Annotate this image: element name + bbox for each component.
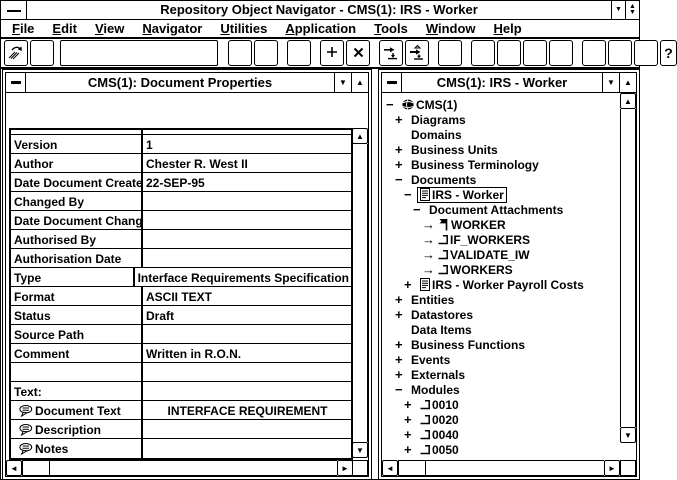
menu-window[interactable]: Window: [425, 21, 476, 36]
blank-button-9[interactable]: [549, 40, 573, 66]
property-label: [11, 344, 143, 362]
property-row-source-path: [11, 325, 351, 344]
tree-item-body[interactable]: [408, 127, 465, 143]
scroll-right-button[interactable]: [337, 460, 353, 476]
navigator-field[interactable]: [60, 40, 218, 66]
tree-item-label: Business Terminology: [411, 157, 539, 172]
property-row-author: [11, 154, 351, 173]
navigator-tree-title: CMS(1): IRS - Worker: [436, 75, 568, 90]
tree-item-workers[interactable]: [382, 262, 619, 277]
tree-item-diagrams[interactable]: [382, 112, 619, 127]
property-label-text: Authorised By: [14, 232, 97, 247]
scroll-track[interactable]: [620, 109, 636, 427]
up-arrow-icon: ▲: [356, 78, 364, 87]
property-row-notes: [11, 439, 351, 458]
property-label-text: Status: [14, 308, 51, 323]
expand-plus-icon[interactable]: +: [395, 156, 403, 172]
property-row-format: [11, 287, 351, 306]
help-icon: ?: [664, 45, 673, 61]
property-row-changed-by: [11, 192, 351, 211]
expand-plus-icon[interactable]: +: [395, 291, 403, 307]
property-label: [11, 135, 143, 153]
blank-button-4[interactable]: [287, 40, 311, 66]
globe-icon: [402, 99, 414, 110]
window-down-button[interactable]: [334, 73, 351, 92]
balloon-icon[interactable]: [19, 405, 33, 417]
property-value[interactable]: ASCII TEXT: [146, 289, 213, 304]
property-value[interactable]: 1: [146, 137, 153, 152]
attachment-arrow-icon[interactable]: →: [422, 216, 435, 232]
property-label: [11, 382, 143, 400]
attachment-arrow-icon[interactable]: →: [422, 261, 435, 277]
scroll-down-icon: ▼: [356, 445, 364, 455]
property-label-text: Date Document Chang: [14, 213, 143, 228]
module-icon: [420, 444, 430, 455]
property-row-date-document-chang: [11, 211, 351, 230]
scroll-thumb[interactable]: [22, 460, 50, 476]
property-row-type: [11, 268, 351, 287]
scroll-down-button[interactable]: [620, 427, 636, 443]
minimize-icon: ▼: [615, 6, 622, 13]
menu-application[interactable]: Application: [285, 21, 357, 36]
tree-item-0050[interactable]: [382, 442, 619, 457]
property-label: [11, 363, 143, 381]
restore-down-icon: ▼: [629, 9, 636, 16]
tree-item-business-functions[interactable]: [382, 337, 619, 352]
tree-item-label: Business Functions: [411, 337, 526, 352]
scroll-track[interactable]: [426, 460, 604, 476]
tree-item-0020[interactable]: [382, 412, 619, 427]
scroll-right-button[interactable]: [604, 460, 620, 476]
balloon-icon[interactable]: [19, 424, 33, 436]
help-button[interactable]: [660, 40, 677, 66]
tree-item-domains[interactable]: [382, 127, 619, 142]
property-table: [9, 128, 353, 460]
menu-utilities[interactable]: Utilities: [220, 21, 268, 36]
collapse-minus-icon[interactable]: −: [395, 171, 403, 187]
control-menu-icon: [387, 81, 397, 84]
x-icon: [353, 46, 364, 60]
hatch-arrow-icon: [7, 44, 25, 62]
property-label-text: Document Text: [35, 403, 121, 418]
tree-item-body[interactable]: [417, 277, 587, 293]
minimize-button[interactable]: [611, 1, 625, 19]
tree-item-label: WORKERS: [450, 262, 513, 277]
navigator-tree-control-menu[interactable]: [382, 73, 402, 92]
menu-file[interactable]: File: [12, 21, 35, 36]
property-label-text: Date Document Create: [14, 175, 143, 190]
blank-button-6[interactable]: [471, 40, 495, 66]
tree-item-body[interactable]: [408, 172, 479, 188]
tree-item-label: Domains: [411, 127, 462, 142]
tree-item-label: 0020: [432, 412, 459, 427]
module-icon: [438, 249, 448, 260]
property-label: [11, 249, 143, 267]
scroll-up-icon: ▲: [356, 131, 364, 141]
scroll-track[interactable]: [50, 460, 337, 476]
expand-plus-icon[interactable]: +: [404, 441, 412, 457]
property-value[interactable]: Written in R.O.N.: [146, 346, 242, 361]
module-icon: [420, 399, 430, 410]
property-label-text: Notes: [35, 442, 69, 456]
scroll-up-icon: ▲: [624, 96, 632, 106]
tree-item-externals[interactable]: [382, 367, 619, 382]
tree-item-label: 0050: [432, 442, 459, 457]
property-label-text: Source Path: [14, 327, 85, 342]
arrow-bar-icon: [383, 45, 399, 62]
property-label-text: Format: [14, 289, 55, 304]
tree-horizontal-scrollbar[interactable]: [382, 460, 620, 476]
blank-button-8[interactable]: [523, 40, 547, 66]
app-title: Repository Object Navigator - CMS(1): IRS - Worker: [160, 2, 478, 17]
module-icon: [438, 264, 448, 275]
tree-item-body[interactable]: [417, 412, 462, 428]
property-value[interactable]: [143, 249, 351, 267]
property-label: [11, 230, 143, 248]
document-properties-title-bar[interactable]: [6, 73, 368, 93]
property-label-text: Comment: [14, 346, 70, 361]
tree-item-irs-worker-payroll-costs[interactable]: [382, 277, 619, 292]
property-label: [11, 192, 143, 210]
tree-item-label: Datastores: [411, 307, 474, 322]
expand-plus-icon[interactable]: +: [404, 411, 412, 427]
tree-item-body[interactable]: [408, 382, 463, 398]
tree-item-events[interactable]: [382, 352, 619, 367]
tree-item-label: WORKER: [451, 217, 506, 232]
property-value[interactable]: [143, 420, 351, 438]
expand-plus-icon[interactable]: +: [395, 366, 403, 382]
tree-item-label: Document Attachments: [429, 202, 564, 217]
tree-item-label: Externals: [411, 367, 466, 382]
mdi-area: [1, 69, 639, 479]
tree-item-label: Entities: [411, 292, 455, 307]
property-label-text: Description: [35, 422, 102, 437]
property-label: [11, 287, 143, 305]
tree-item-body[interactable]: [408, 112, 469, 128]
module-icon: [420, 414, 430, 425]
tree-item-body[interactable]: [435, 232, 533, 248]
expand-plus-icon[interactable]: +: [395, 351, 403, 367]
tree-item-business-units[interactable]: [382, 142, 619, 157]
tree-item-label: IF_WORKERS: [450, 232, 531, 247]
menu-bar: [1, 20, 639, 39]
scrollbar-corner: [620, 460, 636, 476]
tree-item-body[interactable]: [435, 217, 509, 233]
plus-icon: [326, 46, 338, 60]
tree-item-label: Business Units: [411, 142, 498, 157]
menu-edit[interactable]: Edit: [52, 21, 77, 36]
module-icon: [420, 429, 430, 440]
navigator-tree-title-bar[interactable]: [382, 73, 636, 93]
property-value[interactable]: [143, 230, 351, 248]
tree-vertical-scrollbar[interactable]: [620, 93, 636, 443]
scroll-down-button[interactable]: [352, 442, 368, 458]
tree-item-body[interactable]: [408, 142, 501, 158]
property-row-description: [11, 420, 351, 439]
tree: [382, 97, 619, 460]
delete-button[interactable]: [346, 40, 370, 66]
blank-button-12[interactable]: [634, 40, 658, 66]
tree-item-0040[interactable]: [382, 427, 619, 442]
property-value[interactable]: [143, 382, 351, 400]
tree-item-datastores[interactable]: [382, 307, 619, 322]
tree-item-body[interactable]: [435, 247, 533, 263]
tree-item-label: IRS - Worker: [432, 187, 504, 202]
property-label: [11, 268, 135, 286]
restore-button[interactable]: [625, 1, 639, 19]
property-label: [11, 439, 143, 458]
expand-plus-icon[interactable]: +: [395, 141, 403, 157]
document-properties-control-menu[interactable]: [6, 73, 26, 92]
property-label-text: Text:: [14, 384, 42, 399]
window-up-button[interactable]: [619, 73, 636, 92]
property-label: [11, 306, 143, 324]
expand-plus-icon[interactable]: +: [395, 306, 403, 322]
scroll-down-icon: ▼: [624, 430, 632, 440]
property-value[interactable]: [143, 192, 351, 210]
property-label-text: Author: [14, 156, 54, 171]
blank-button-2[interactable]: [228, 40, 252, 66]
down-arrow-icon: ▼: [607, 78, 615, 87]
property-value[interactable]: Chester R. West II: [146, 156, 248, 171]
menu-help[interactable]: Help: [493, 21, 522, 36]
properties-horizontal-scrollbar[interactable]: [6, 460, 353, 476]
scroll-up-button[interactable]: [620, 93, 636, 109]
tree-item-body[interactable]: [417, 442, 462, 458]
property-label: [11, 420, 143, 438]
tree-item-body[interactable]: [408, 157, 542, 173]
blank-button-10[interactable]: [582, 40, 606, 66]
arrow-to-bar-button[interactable]: [379, 40, 403, 66]
property-label-text: Version: [14, 137, 58, 152]
menu-navigator[interactable]: Navigator: [142, 21, 203, 36]
scroll-left-icon: ◄: [386, 463, 394, 473]
window-down-button[interactable]: [602, 73, 619, 92]
window-up-button[interactable]: [351, 73, 368, 92]
property-label: [11, 325, 143, 343]
tree-item-label: Events: [411, 352, 451, 367]
attachment-arrow-icon[interactable]: →: [422, 246, 435, 262]
table-icon: [438, 218, 449, 231]
blank-button-3[interactable]: [254, 40, 278, 66]
restore-up-icon: ▲: [629, 3, 636, 10]
scroll-left-icon: ◄: [10, 463, 18, 473]
tree-item-body[interactable]: [426, 202, 566, 218]
blank-button-7[interactable]: [497, 40, 521, 66]
hatch-arrow-button[interactable]: [4, 40, 28, 66]
blank-button-11[interactable]: [608, 40, 632, 66]
up-arrow-icon: ▲: [624, 78, 632, 87]
tree-item-cms-1[interactable]: [382, 97, 619, 112]
scrollbar-corner: [352, 460, 368, 476]
property-row-status: [11, 306, 351, 325]
module-icon: [438, 234, 448, 245]
tree-item-0010[interactable]: [382, 397, 619, 412]
tree-item-validate-iw[interactable]: [382, 247, 619, 262]
scroll-right-icon: ►: [341, 463, 349, 473]
property-label: [11, 154, 143, 172]
tree-item-label: Data Items: [411, 322, 472, 337]
property-value[interactable]: [143, 363, 351, 381]
tree-item-documents[interactable]: [382, 172, 619, 187]
control-menu-button[interactable]: [1, 1, 27, 19]
property-label: [11, 211, 143, 229]
scroll-left-button[interactable]: [6, 460, 22, 476]
property-row-comment: [11, 344, 351, 363]
expand-plus-icon[interactable]: +: [395, 111, 403, 127]
scroll-up-button[interactable]: [352, 128, 368, 144]
balloon-icon[interactable]: [19, 443, 33, 455]
expand-plus-icon[interactable]: +: [404, 396, 412, 412]
arrow-to-bar-up-button[interactable]: [405, 40, 429, 66]
arrow-bar-up-icon: [409, 45, 425, 62]
tree-item-label: 0040: [432, 427, 459, 442]
property-value[interactable]: INTERFACE REQUIREMENT: [167, 403, 328, 418]
tree-item-worker[interactable]: [382, 217, 619, 232]
property-value[interactable]: [143, 211, 351, 229]
property-row-date-document-create: [11, 173, 351, 192]
tree-item-label: 0010: [432, 397, 459, 412]
property-row-blank: [11, 363, 351, 382]
collapse-minus-icon[interactable]: −: [386, 96, 394, 112]
property-value[interactable]: [143, 439, 351, 458]
control-menu-icon: [11, 81, 21, 84]
tree-item-body[interactable]: [435, 262, 516, 278]
menu-tools[interactable]: Tools: [374, 21, 408, 36]
property-value[interactable]: Draft: [146, 308, 175, 323]
collapse-minus-icon[interactable]: −: [395, 381, 403, 397]
tree-item-body[interactable]: [408, 322, 475, 338]
property-label-text: Authorisation Date: [14, 251, 122, 266]
tree-item-body[interactable]: [408, 367, 468, 383]
blank-button-5[interactable]: [438, 40, 462, 66]
tree-item-label: IRS - Worker Payroll Costs: [432, 277, 584, 292]
tree-item-entities[interactable]: [382, 292, 619, 307]
tree-item-label: Modules: [411, 382, 460, 397]
document-icon: [420, 278, 430, 291]
tree-item-body[interactable]: [408, 337, 528, 353]
tree-item-label: Diagrams: [411, 112, 466, 127]
tree-item-label: CMS(1): [416, 97, 458, 112]
tree-item-body[interactable]: [408, 292, 457, 308]
property-row-authorisation-date: [11, 249, 351, 268]
tree-item-if-workers[interactable]: [382, 232, 619, 247]
expand-plus-icon[interactable]: +: [404, 276, 412, 292]
property-label: [11, 173, 143, 191]
tree-selection[interactable]: [417, 187, 507, 203]
down-arrow-icon: ▼: [339, 78, 347, 87]
tree-item-label: Documents: [411, 172, 477, 187]
scroll-left-button[interactable]: [382, 460, 398, 476]
property-value[interactable]: [143, 325, 351, 343]
tree-item-document-attachments[interactable]: [382, 202, 619, 217]
create-button[interactable]: [320, 40, 344, 66]
tree-item-business-terminology[interactable]: [382, 157, 619, 172]
tree-item-irs-worker[interactable]: [382, 187, 619, 202]
control-menu-icon: [7, 9, 21, 12]
scroll-track[interactable]: [352, 144, 368, 442]
navigator-tree-window: [378, 69, 640, 480]
tree-item-body[interactable]: [408, 307, 476, 323]
tree-item-label: VALIDATE_IW: [450, 247, 530, 262]
document-icon: [420, 188, 430, 201]
document-properties-window: [2, 69, 372, 480]
blank-button-1[interactable]: [30, 40, 54, 66]
property-label-text: Changed By: [14, 194, 85, 209]
property-value[interactable]: 22-SEP-95: [146, 175, 205, 190]
property-value[interactable]: Interface Requirements Specification: [137, 270, 349, 285]
collapse-minus-icon[interactable]: −: [404, 186, 412, 202]
app-title-bar[interactable]: [1, 1, 639, 20]
scroll-right-icon: ►: [608, 463, 616, 473]
tree-item-body[interactable]: [417, 427, 462, 443]
tree-item-data-items[interactable]: [382, 322, 619, 337]
expand-plus-icon[interactable]: +: [395, 336, 403, 352]
tree-item-body[interactable]: [399, 97, 460, 113]
property-label-text: Type: [14, 270, 42, 285]
menu-view[interactable]: View: [94, 21, 125, 36]
attachment-arrow-icon[interactable]: →: [422, 231, 435, 247]
property-row-version: [11, 135, 351, 154]
collapse-minus-icon[interactable]: −: [413, 201, 421, 217]
property-label: [11, 401, 143, 419]
expand-plus-icon[interactable]: +: [404, 426, 412, 442]
toolbar: [1, 39, 673, 69]
tree-item-body[interactable]: [417, 397, 462, 413]
property-row-authorised-by: [11, 230, 351, 249]
property-row-document-text: [11, 401, 351, 420]
property-row-text: [11, 382, 351, 401]
tree-item-body[interactable]: [408, 352, 453, 368]
tree-item-modules[interactable]: [382, 382, 619, 397]
scroll-thumb[interactable]: [398, 460, 426, 476]
document-properties-title: CMS(1): Document Properties: [87, 75, 273, 90]
properties-vertical-scrollbar[interactable]: [352, 128, 368, 458]
